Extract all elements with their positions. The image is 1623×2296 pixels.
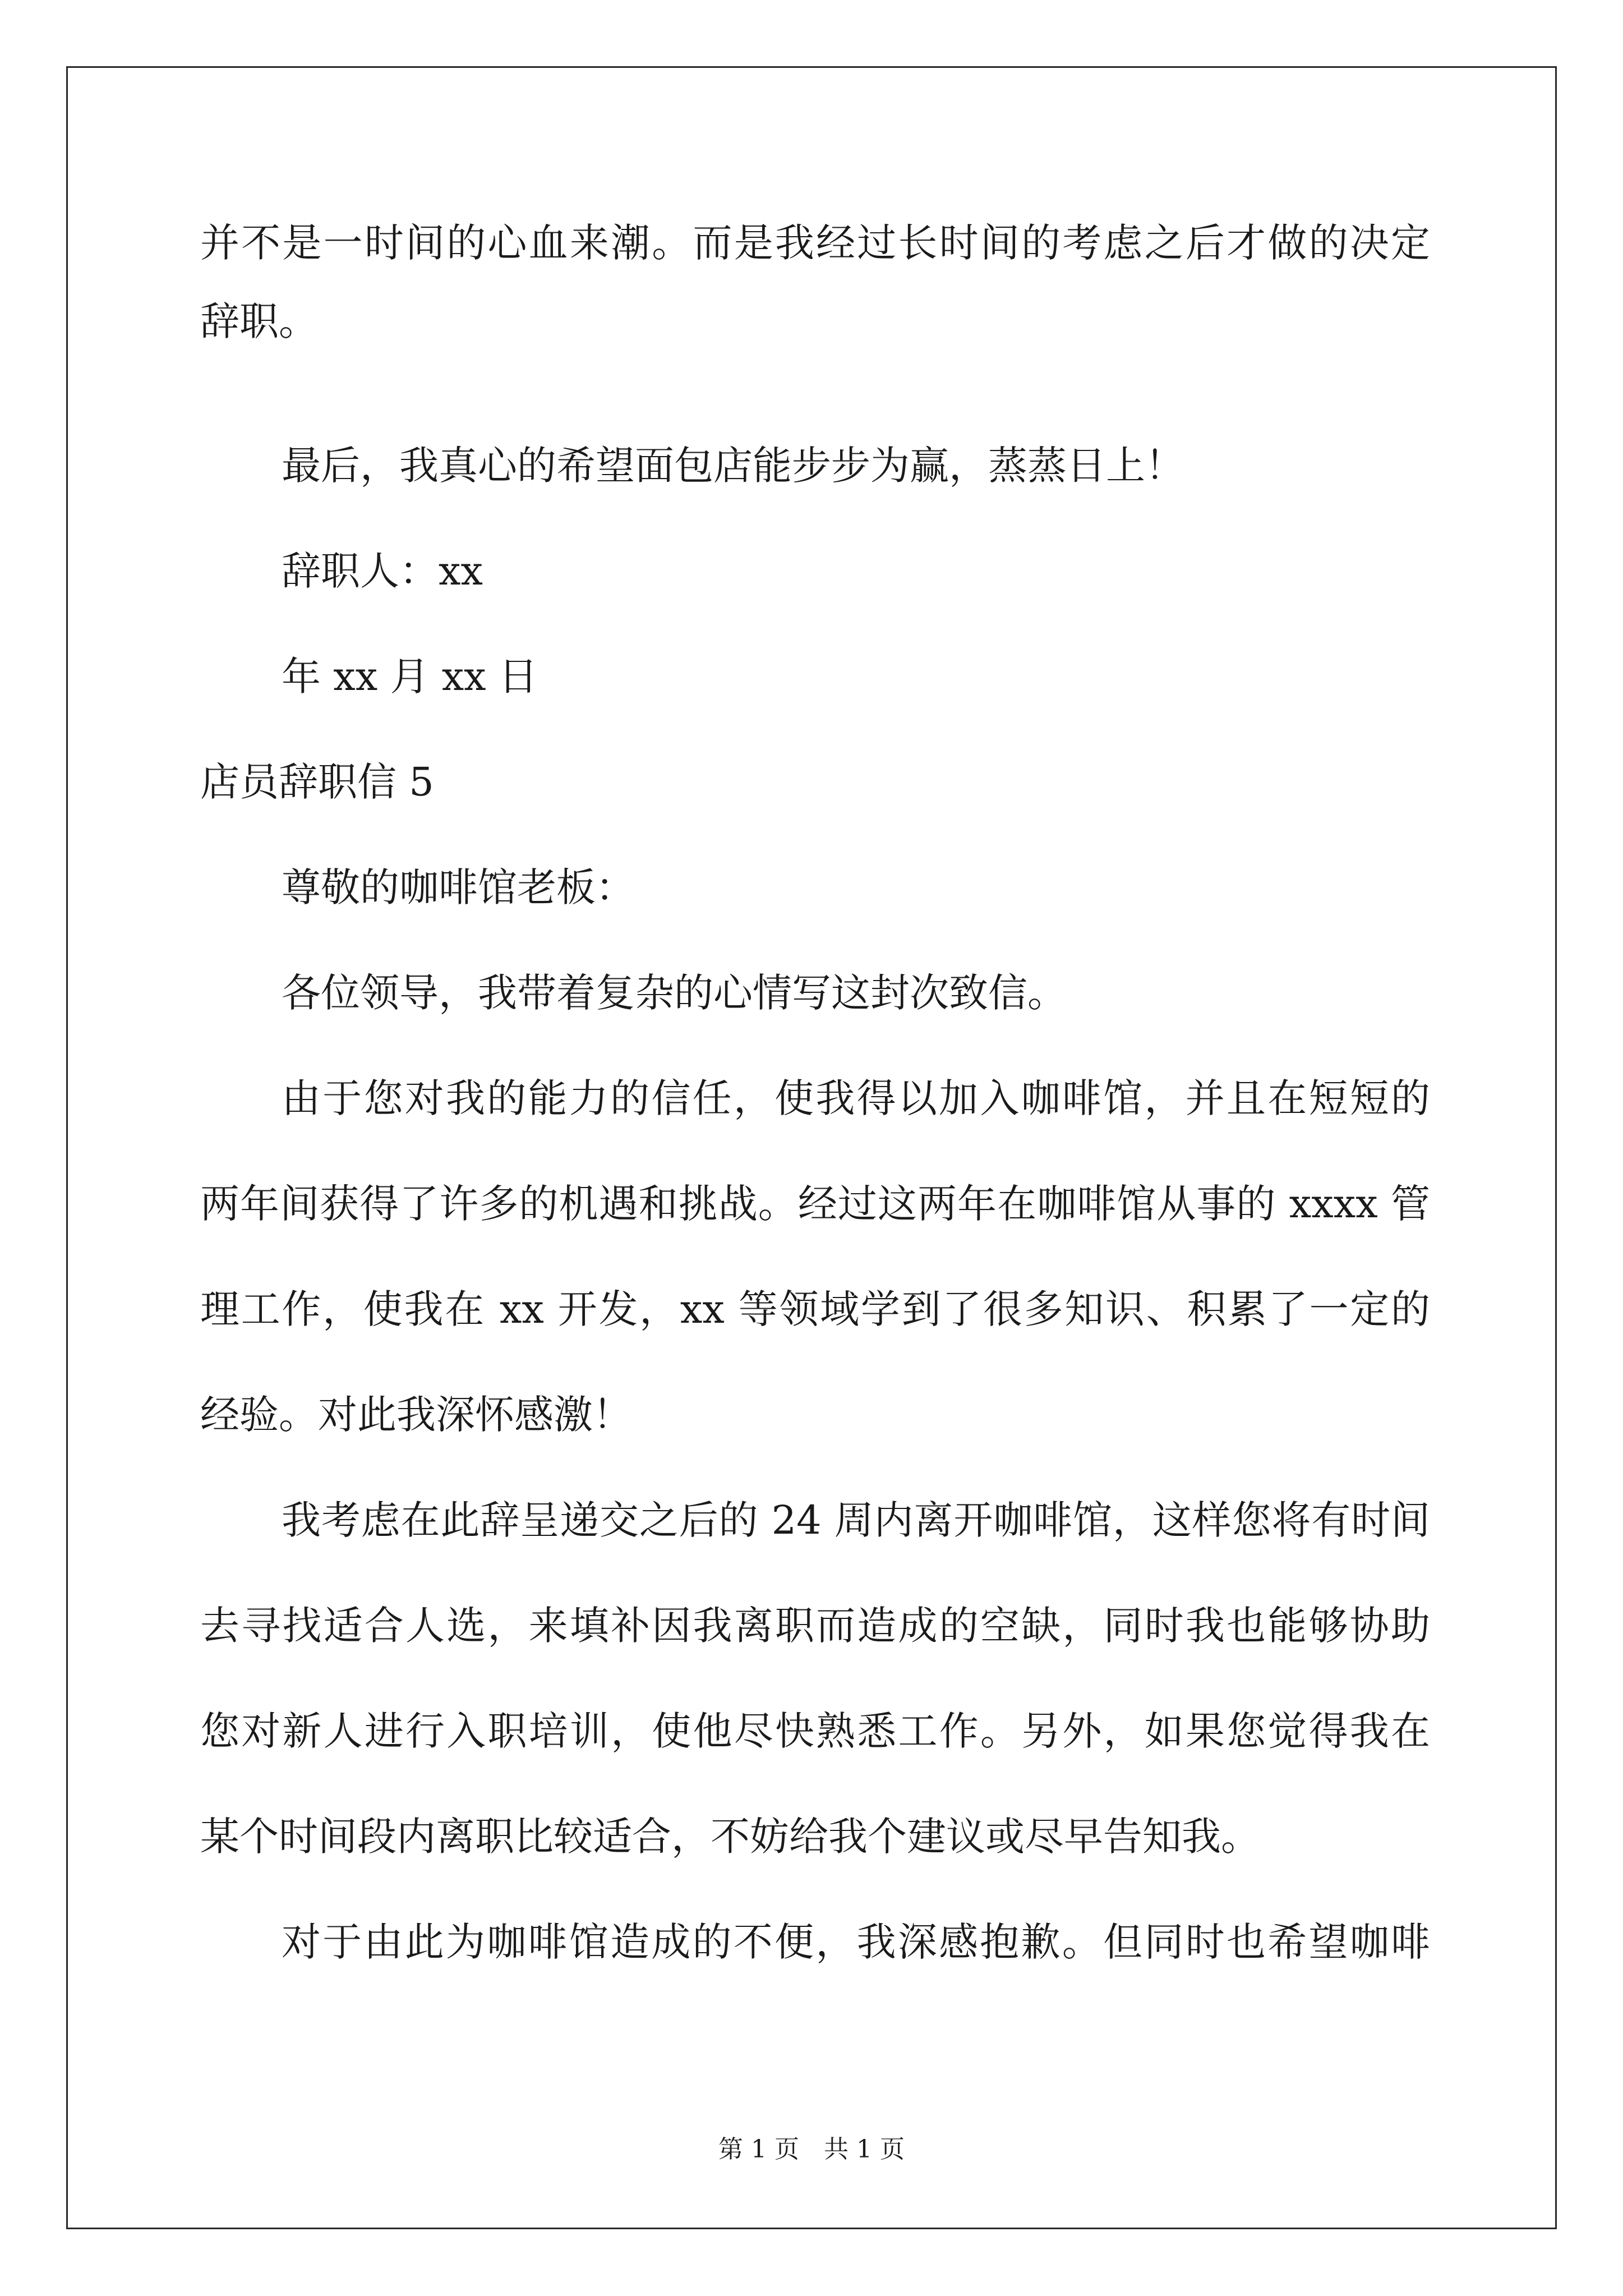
body-line-13: 我考虑在此辞呈递交之后的 24 周内离开咖啡馆，这样您将有时间: [282, 1497, 1430, 1543]
section-heading: 店员辞职信 5: [200, 759, 434, 805]
signature-line: 辞职人：xx: [282, 548, 483, 594]
page-border: [66, 66, 1557, 2229]
body-line-9: 由于您对我的能力的信任，使我得以加入咖啡馆，并且在短短的: [282, 1075, 1430, 1121]
body-line-3: 最后，我真心的希望面包店能步步为赢，蒸蒸日上！: [282, 443, 1184, 489]
body-line-1: 并不是一时间的心血来潮。而是我经过长时间的考虑之后才做的决定: [200, 220, 1430, 266]
body-line-8: 各位领导，我带着复杂的心情写这封次致信。: [282, 970, 1067, 1016]
body-line-15: 您对新人进行入职培训，使他尽快熟悉工作。另外，如果您觉得我在: [200, 1708, 1430, 1754]
body-line-10: 两年间获得了许多的机遇和挑战。经过这两年在咖啡馆从事的 xxxx 管: [200, 1181, 1430, 1227]
body-line-14: 去寻找适合人选，来填补因我离职而造成的空缺，同时我也能够协助: [200, 1603, 1430, 1649]
salutation: 尊敬的咖啡馆老板：: [282, 864, 635, 910]
body-line-12: 经验。对此我深怀感激！: [200, 1392, 632, 1438]
body-line-2: 辞职。: [200, 298, 318, 344]
page-number-footer: 第 1 页 共 1 页: [718, 2135, 905, 2164]
date-line: 年 xx 月 xx 日: [282, 654, 538, 700]
body-line-16: 某个时间段内离职比较适合，不妨给我个建议或尽早告知我。: [200, 1814, 1260, 1860]
body-line-17: 对于由此为咖啡馆造成的不便，我深感抱歉。但同时也希望咖啡: [282, 1919, 1430, 1965]
body-line-11: 理工作，使我在 xx 开发，xx 等领域学到了很多知识、积累了一定的: [200, 1286, 1430, 1332]
